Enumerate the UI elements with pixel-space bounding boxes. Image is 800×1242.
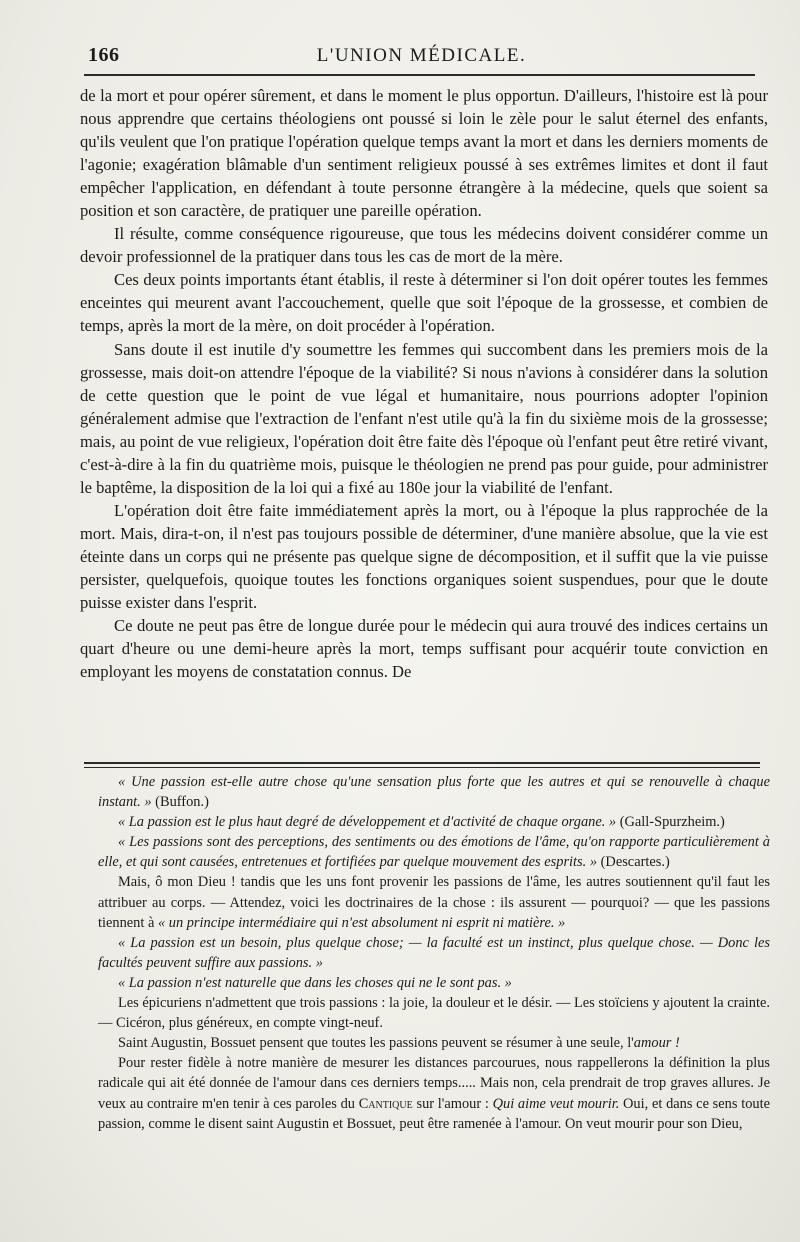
quote: « Les passions sont des perceptions, des sentiments ou des émotions de l'âme, qu'on rapporte particulièrement à elle, et qui sont causées, entretenues et fortifiées par quelque mouvement des esprits. » xyxy=(98,834,770,871)
paragraph: Il résulte, comme conséquence rigoureuse, que tous les médecins doivent considérer comme un devoir professionnel de la pratiquer dans tous les cas de mort de la mère. xyxy=(80,224,768,267)
text: Saint Augustin, Bossuet pensent que toutes les passions peuvent se résumer à une seule, l' xyxy=(118,1035,634,1052)
quote-paragraph xyxy=(98,772,770,812)
quote: « Une passion est-elle autre chose qu'une sensation plus forte que les autres et qui se renouvelle à chaque instant. » xyxy=(98,774,770,811)
paragraph: Les épicuriens n'admettent que trois passions : la joie, la douleur et le désir. — Les stoïciens y ajoutent la crainte. — Cicéron, plus généreux, en compte vingt-neuf. xyxy=(98,995,770,1032)
emphasis: Qui aime veut mourir. xyxy=(492,1095,620,1112)
paragraph xyxy=(98,1033,770,1053)
paragraph: Ces deux points importants étant établis, il reste à déterminer si l'on doit opérer toutes les femmes enceintes qui meurent avant l'accouchement, quelle que soit l'époque de la grossesse, et combien de temps, après la mort de la mère, on doit procéder à l'opération. xyxy=(80,270,768,336)
paragraph: Ce doute ne peut pas être de longue durée pour le médecin qui aura trouvé des indices certains un quart d'heure ou une demi-heure après la mort, temps suffisant pour acquérir toute conviction en employant les moyens de constatation connus. De xyxy=(80,616,768,682)
page-header xyxy=(88,44,755,72)
quote-source: (Descartes.) xyxy=(597,854,670,871)
quote-paragraph xyxy=(98,973,770,993)
page-number: 166 xyxy=(88,44,120,66)
text: sur l'amour : xyxy=(412,1095,493,1112)
quote-source: (Buffon.) xyxy=(151,794,209,811)
paragraph xyxy=(98,1053,770,1133)
quote: « un principe intermédiaire qui n'est absolument ni esprit ni matière. » xyxy=(157,914,566,931)
quote-paragraph xyxy=(98,933,770,973)
quote-paragraph xyxy=(98,832,770,872)
running-title: L'UNION MÉDICALE. xyxy=(316,45,527,66)
paragraph: L'opération doit être faite immédiatement après la mort, ou à l'époque la plus rapprochée de la mort. Mais, dira-t-on, il n'est pas toujours possible de déterminer, d'une manière absolue, que la vie est éteinte dans un corps qui ne présente pas quelque signe de décomposition, et il suffit que la vie puisse persister, quelquefois, quoique toutes les fonctions organiques soient suspendues, pour que le doute puisse exister dans l'esprit. xyxy=(80,500,768,613)
paragraph-continued: de la mort et pour opérer sûrement, et dans le moment le plus opportun. D'ailleurs, l'histoire est là pour nous apprendre que certains théologiens ont poussé si loin le zèle pour le salut éternel des enfants, qu'ils veulent que l'on pratique l'opération quelque temps avant la mort et dans les derniers moments de l'agonie; exagération blâmable d'un sentiment religieux poussé à ses extrêmes limites et dont il faut empêcher l'application, en défendant à toute personne étrangère à la médecine, quels que soient sa position et son caractère, de pratiquer une pareille opération. xyxy=(80,86,768,221)
text: Oui, et dans ce sens toute passion, comme le disent saint Augustin et Bossuet, peut être ramenée à l'amour. On veut mourir pour son Dieu, xyxy=(98,1095,770,1132)
quote: « La passion est le plus haut degré de développement et d'activité de chaque organe. » xyxy=(118,814,617,831)
small-caps-word: Cantique xyxy=(358,1095,413,1112)
quote: « La passion est un besoin, plus quelque chose; — la faculté est un instinct, plus quelque chose. — Donc les facultés peuvent suffire aux passions. » xyxy=(98,934,770,971)
text: Mais, ô mon Dieu ! tandis que les uns font provenir les passions de l'âme, les autres soutiennent qu'il faut les attribuer au corps. — Attendez, voici les doctrinaires de la chose : ils assurent — pourquoi? — que les passions tiennent à xyxy=(98,874,770,931)
paragraph: Sans doute il est inutile d'y soumettre les femmes qui succombent dans les premiers mois de la grossesse, mais doit-on attendre l'époque de la viabilité? Si nous n'avions à considérer dans la solution de cette question que le point de vue légal et humanitaire, nous pourrions adopter l'opinion généralement admise que l'extraction de l'enfant n'est utile qu'à la fin du sixième mois de la grossesse; mais, au point de vue religieux, l'opération doit être faite dès l'époque où l'enfant peut être retiré vivant, c'est-à-dire à la fin du quatrième mois, puisque le théologien ne prend pas pour guide, pour administrer le baptême, la disposition de la loi qui a fixé au 180e jour la viabilité de l'enfant. xyxy=(80,339,768,497)
quote-source: (Gall-Spurzheim.) xyxy=(616,814,725,831)
quote: « La passion n'est naturelle que dans les choses qui ne le sont pas. » xyxy=(118,974,512,991)
emphasis: amour ! xyxy=(633,1035,680,1052)
paragraph xyxy=(98,872,770,932)
main-text xyxy=(80,84,768,683)
text: Pour rester fidèle à notre manière de mesurer les distances parcourues, nous rappellerons la définition la plus radicale qui ait été donnée de l'amour dans ces derniers temps..... Mais non, cela prendrait de trop graves allures. Je veux au contraire m'en tenir à ces paroles du xyxy=(98,1055,770,1112)
section-rule xyxy=(84,762,760,768)
feuilleton-text xyxy=(98,772,770,1134)
header-rule xyxy=(84,74,755,76)
quote-paragraph xyxy=(98,812,770,832)
